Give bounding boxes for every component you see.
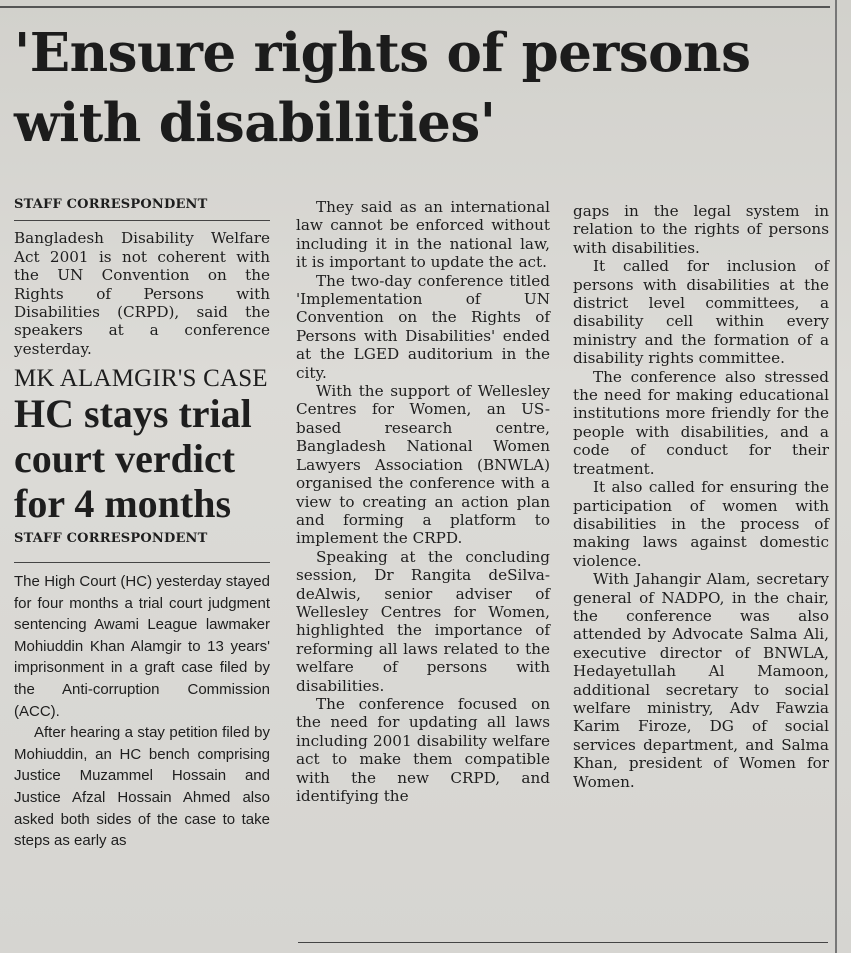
column-3 <box>573 202 829 791</box>
main-byline: STAFF CORRESPONDENT <box>14 197 208 212</box>
col2-paragraph-2: The two-day conference titled 'Implementation of UN Convention on the Rights of Persons with Disabilities' ended at the LGED auditorium in the city. <box>296 271 550 382</box>
column-2 <box>296 198 550 805</box>
col3-paragraph-1: gaps in the legal system in relation to the rights of persons with disabilities. <box>573 202 829 257</box>
side-story-byline: STAFF CORRESPONDENT <box>14 530 208 546</box>
col2-paragraph-1: They said as an international law cannot be enforced without including it in the national law, it is important to update the act. <box>296 198 550 272</box>
col3-paragraph-2: It called for inclusion of persons with disabilities at the district level committees, a disability cell within every ministry and the formation of a disability rights committee. <box>573 257 829 368</box>
main-lede: Bangladesh Disability Welfare Act 2001 is not coherent with the UN Convention on the Rights of Persons with Disabilities (CRPD), said the speakers at a conference yesterday. <box>14 229 270 358</box>
byline-rule <box>14 220 270 221</box>
story-end-rule <box>298 942 828 943</box>
col3-paragraph-3: The conference also stressed the need for making educational institutions more friendly for the people with disabilities, and a code of conduct for their treatment. <box>573 367 829 478</box>
col2-paragraph-5: The conference focused on the need for updating all laws including 2001 disability welfare act to make them compatible with the new CRPD, and identifying the <box>296 694 550 805</box>
col3-paragraph-5: With Jahangir Alam, secretary general of NADPO, in the chair, the conference was also attended by Advocate Salma Ali, executive director of BNWLA, Hedayetullah Al Mamoon, additional secretary to social welfare ministry, Adv Fawzia Karim Firoze, DG of social services department, and Salma Khan, president of Women for Women. <box>573 570 829 791</box>
col2-paragraph-4: Speaking at the concluding session, Dr Rangita deSilva-deAlwis, senior adviser of Wellesley Centres for Women, highlighted the importance of reforming all laws related to the welfare of persons with disabilities. <box>296 547 550 695</box>
column-1 <box>14 196 270 852</box>
column-rule-right <box>835 0 837 953</box>
col3-paragraph-4: It also called for ensuring the participation of women with disabilities in the process of making laws against domestic violence. <box>573 478 829 570</box>
main-headline: 'Ensure rights of persons with disabilities' <box>14 22 751 154</box>
col2-paragraph-3: With the support of Wellesley Centres for Women, an US-based research centre, Bangladesh National Women Lawyers Association (BNWLA) organised the conference with a view to creating an action plan and forming a platform to implement the CRPD. <box>296 382 550 548</box>
side-byline-rule <box>14 562 270 563</box>
side-story-paragraph-2: After hearing a stay petition filed by Mohiuddin, an HC bench comprising Justice Muzammel Hossain and Justice Afzal Hossain Ahmed also asked both sides of the case to take steps as early as <box>14 724 270 850</box>
side-story-headline: HC stays trial court verdict for 4 months <box>14 390 252 526</box>
top-rule <box>0 0 830 8</box>
side-story-kicker: MK ALAMGIR'S CASE <box>14 365 268 393</box>
side-story-paragraph-1: The High Court (HC) yesterday stayed for four months a trial court judgment sentencing Awami League lawmaker Mohiuddin Khan Alamgir to 13 years' imprisonment in a graft case filed by the Anti-corruption Commission (ACC). <box>14 573 270 720</box>
